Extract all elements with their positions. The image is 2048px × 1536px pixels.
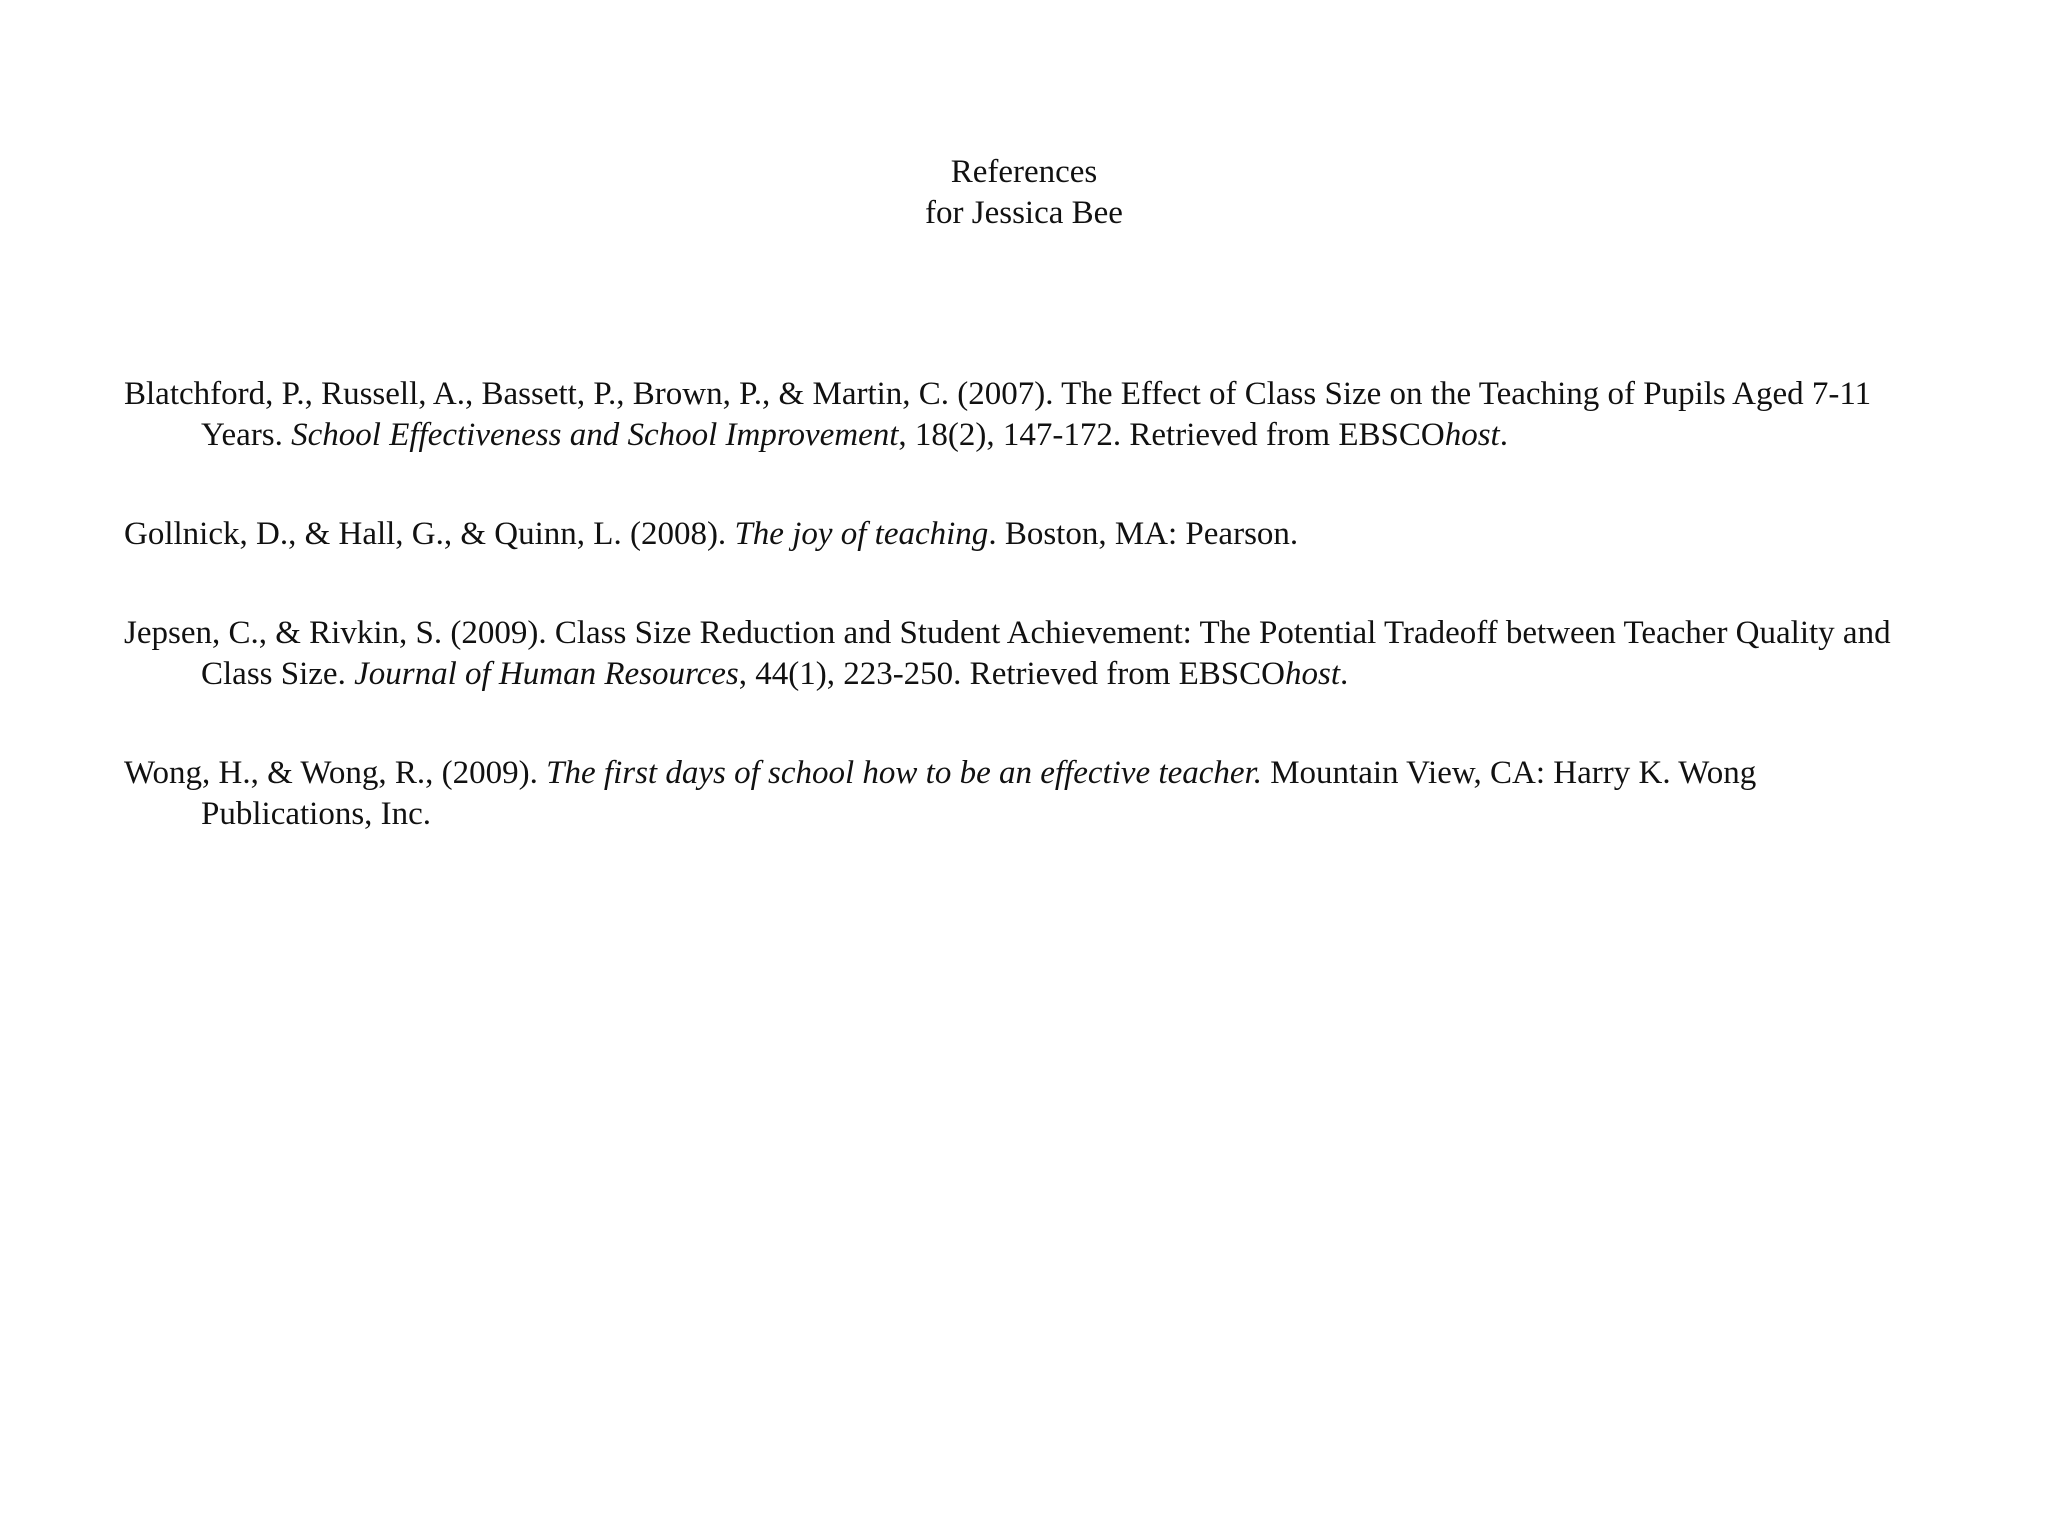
reference-lead: Gollnick, D., & Hall, G., & Quinn, L. (2008). bbox=[124, 516, 735, 552]
reference-list bbox=[124, 374, 1924, 835]
reference-entry-gollnick bbox=[124, 514, 1924, 555]
reference-entry-blatchford bbox=[124, 374, 1924, 456]
reference-entry-jepsen bbox=[124, 613, 1924, 695]
references-heading bbox=[0, 152, 2048, 234]
reference-database-suffix: host bbox=[1444, 417, 1500, 453]
reference-publication-details: , 18(2), 147-172. Retrieved from EBSCO bbox=[898, 417, 1445, 453]
reference-publication-details: , 44(1), 223-250. Retrieved from EBSCO bbox=[738, 656, 1285, 692]
reference-source-title: The first days of school how to be an effective teacher. bbox=[546, 755, 1262, 791]
reference-tail: . Boston, MA: Pearson. bbox=[988, 516, 1299, 552]
reference-source-title: School Effectiveness and School Improvement bbox=[291, 417, 899, 453]
reference-source-title: Journal of Human Resources bbox=[354, 656, 739, 692]
reference-tail: . bbox=[1340, 656, 1349, 692]
reference-database-suffix: host bbox=[1284, 656, 1340, 692]
page-subtitle: for Jessica Bee bbox=[925, 195, 1123, 231]
reference-source-title: The joy of teaching bbox=[734, 516, 989, 552]
page-title: References bbox=[950, 154, 1098, 190]
reference-tail: . bbox=[1499, 417, 1508, 453]
reference-lead: Blatchford, P., Russell, A., Bassett, P., Brown, P., & Martin, C. (2007). The Effect of Class Size on the Teaching of Pupils Aged 7-11 Years. bbox=[124, 376, 1872, 453]
reference-lead: Jepsen, C., & Rivkin, S. (2009). Class Size Reduction and Student Achievement: The Potential Tradeoff between Teacher Quality and Class Size. bbox=[124, 615, 1891, 692]
reference-tail: Mountain View, CA: Harry K. Wong Publications, Inc. bbox=[201, 755, 1757, 832]
reference-entry-wong bbox=[124, 753, 1924, 835]
reference-lead: Wong, H., & Wong, R., (2009). bbox=[124, 755, 547, 791]
